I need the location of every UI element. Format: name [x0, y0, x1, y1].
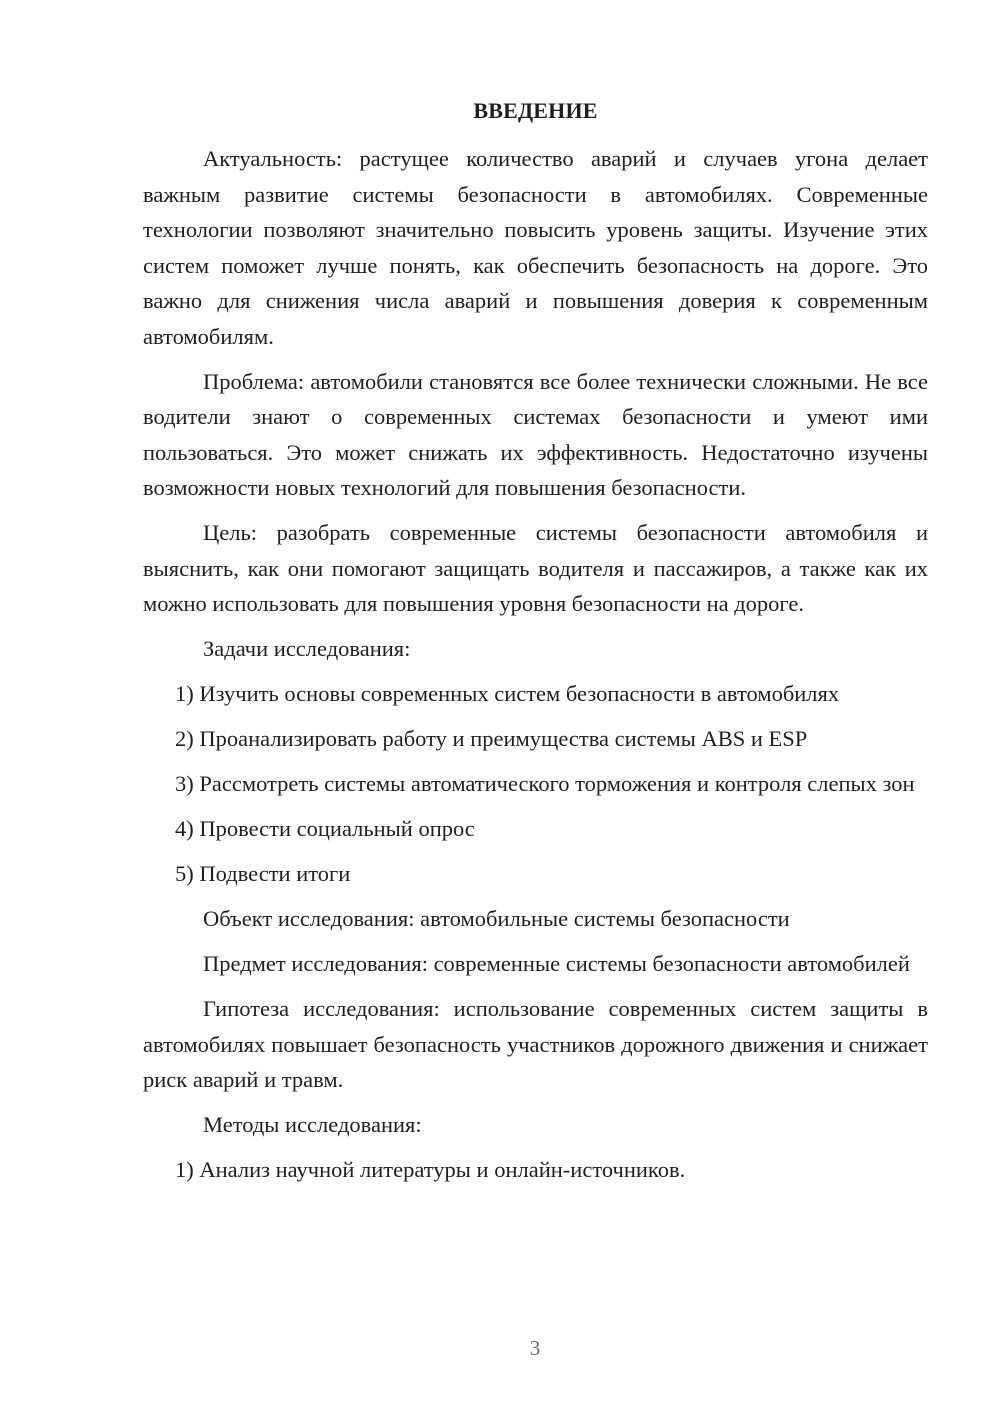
- goal-paragraph: Цель: разобрать современные системы безопасности автомобиля и выяснить, как они помогают защищать водителя и пассажиров, а также как их можно использовать для повышения уровня безопасности на дороге.: [143, 520, 928, 616]
- problem-paragraph: Проблема: автомобили становятся все более технически сложными. Не все водители знают о современных системах безопасности и умеют ими пользоваться. Это может снижать их эффективность. Недостаточно изучены возможности новых технологий для повышения безопасности.: [143, 368, 928, 500]
- task-item-1: 1) Изучить основы современных систем безопасности в автомобилях: [175, 681, 840, 706]
- task-item-5: 5) Подвести итоги: [175, 861, 351, 886]
- tasks-heading: Задачи исследования:: [203, 636, 411, 661]
- task-item-3: 3) Рассмотреть системы автоматического торможения и контроля слепых зон: [175, 771, 915, 796]
- page-body: [143, 95, 928, 1188]
- subject-paragraph: Предмет исследования: современные системы безопасности автомобилей: [203, 951, 910, 976]
- task-item-4: 4) Провести социальный опрос: [175, 816, 475, 841]
- task-item-2: 2) Проанализировать работу и преимущества системы ABS и ESP: [175, 726, 808, 751]
- method-item-1: 1) Анализ научной литературы и онлайн-источников.: [175, 1157, 686, 1182]
- section-title: ВВЕДЕНИЕ: [473, 98, 598, 123]
- page-number: 3: [529, 1336, 541, 1360]
- object-paragraph: Объект исследования: автомобильные системы безопасности: [203, 906, 790, 931]
- hypothesis-paragraph: Гипотеза исследования: использование современных систем защиты в автомобилях повышает безопасность участников дорожного движения и снижает риск аварий и травм.: [143, 996, 928, 1092]
- relevance-paragraph: Актуальность: растущее количество аварий и случаев угона делает важным развитие системы безопасности в автомобилях. Современные технологии позволяют значительно повысить уровень защиты. Изучение этих систем поможет лучше понять, как обеспечить безопасность на дороге. Это важно для снижения числа аварий и повышения доверия к современным автомобилям.: [143, 146, 928, 349]
- methods-heading: Методы исследования:: [203, 1112, 422, 1137]
